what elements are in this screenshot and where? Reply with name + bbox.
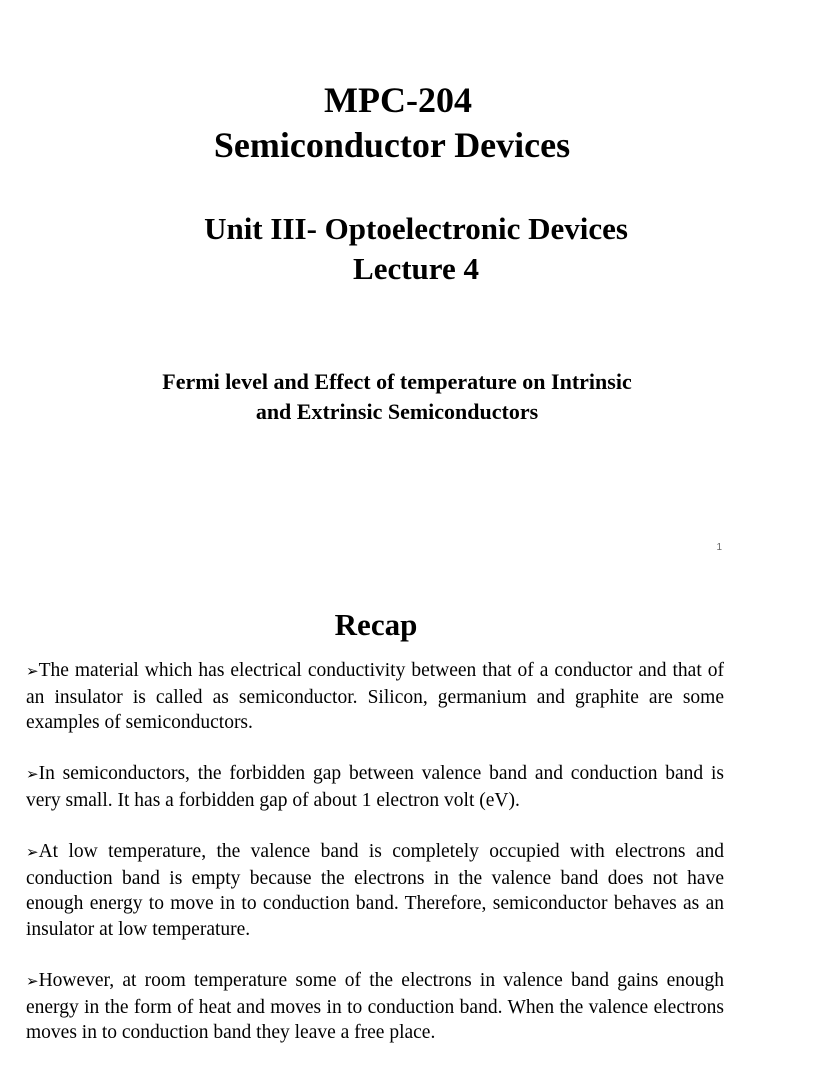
recap-point-text: The material which has electrical conductivity between that of a conductor and that of an insulator is called as semiconductor. Silicon, germanium and graphite are some examples of semiconductors.	[26, 660, 724, 734]
recap-point	[26, 761, 724, 813]
arrow-bullet-icon: ➢	[26, 843, 39, 862]
lecture-topic	[0, 367, 794, 427]
lecture-title: Lecture 4	[353, 251, 479, 286]
recap-point-text: However, at room temperature some of the electrons in valence band gains enough energy in the form of heat and moves in to conduction band. When the valence electrons moves in to conduction band they leave a free place.	[26, 970, 724, 1044]
course-code: MPC-204	[324, 80, 472, 120]
arrow-bullet-icon: ➢	[26, 662, 39, 680]
title-slide	[0, 0, 768, 580]
course-title: Semiconductor Devices	[213, 125, 571, 165]
recap-point	[26, 658, 724, 736]
topic-line-1: Fermi level and Effect of temperature on Intrinsic	[162, 369, 632, 394]
unit-title: Unit III- Optoelectronic Devices	[204, 211, 628, 246]
recap-heading: Recap	[334, 607, 418, 642]
recap-slide	[0, 580, 768, 1044]
page-number: 1	[716, 542, 722, 553]
recap-point-text: In semiconductors, the forbidden gap between valence band and conduction band is very small. It has a forbidden gap of about 1 electron volt (eV).	[26, 763, 724, 811]
arrow-bullet-icon: ➢	[26, 765, 39, 784]
recap-point	[26, 839, 724, 942]
topic-line-2: and Extrinsic Semiconductors	[255, 399, 539, 424]
arrow-bullet-icon: ➢	[26, 972, 39, 991]
recap-point	[26, 968, 724, 1046]
recap-list	[26, 658, 724, 1072]
recap-point-text: At low temperature, the valence band is completely occupied with electrons and conduction band is empty because the electrons in the valence band does not have enough energy to move in to conduction band. Therefore, semiconductor behaves as an insulator at low temperature.	[26, 841, 724, 940]
